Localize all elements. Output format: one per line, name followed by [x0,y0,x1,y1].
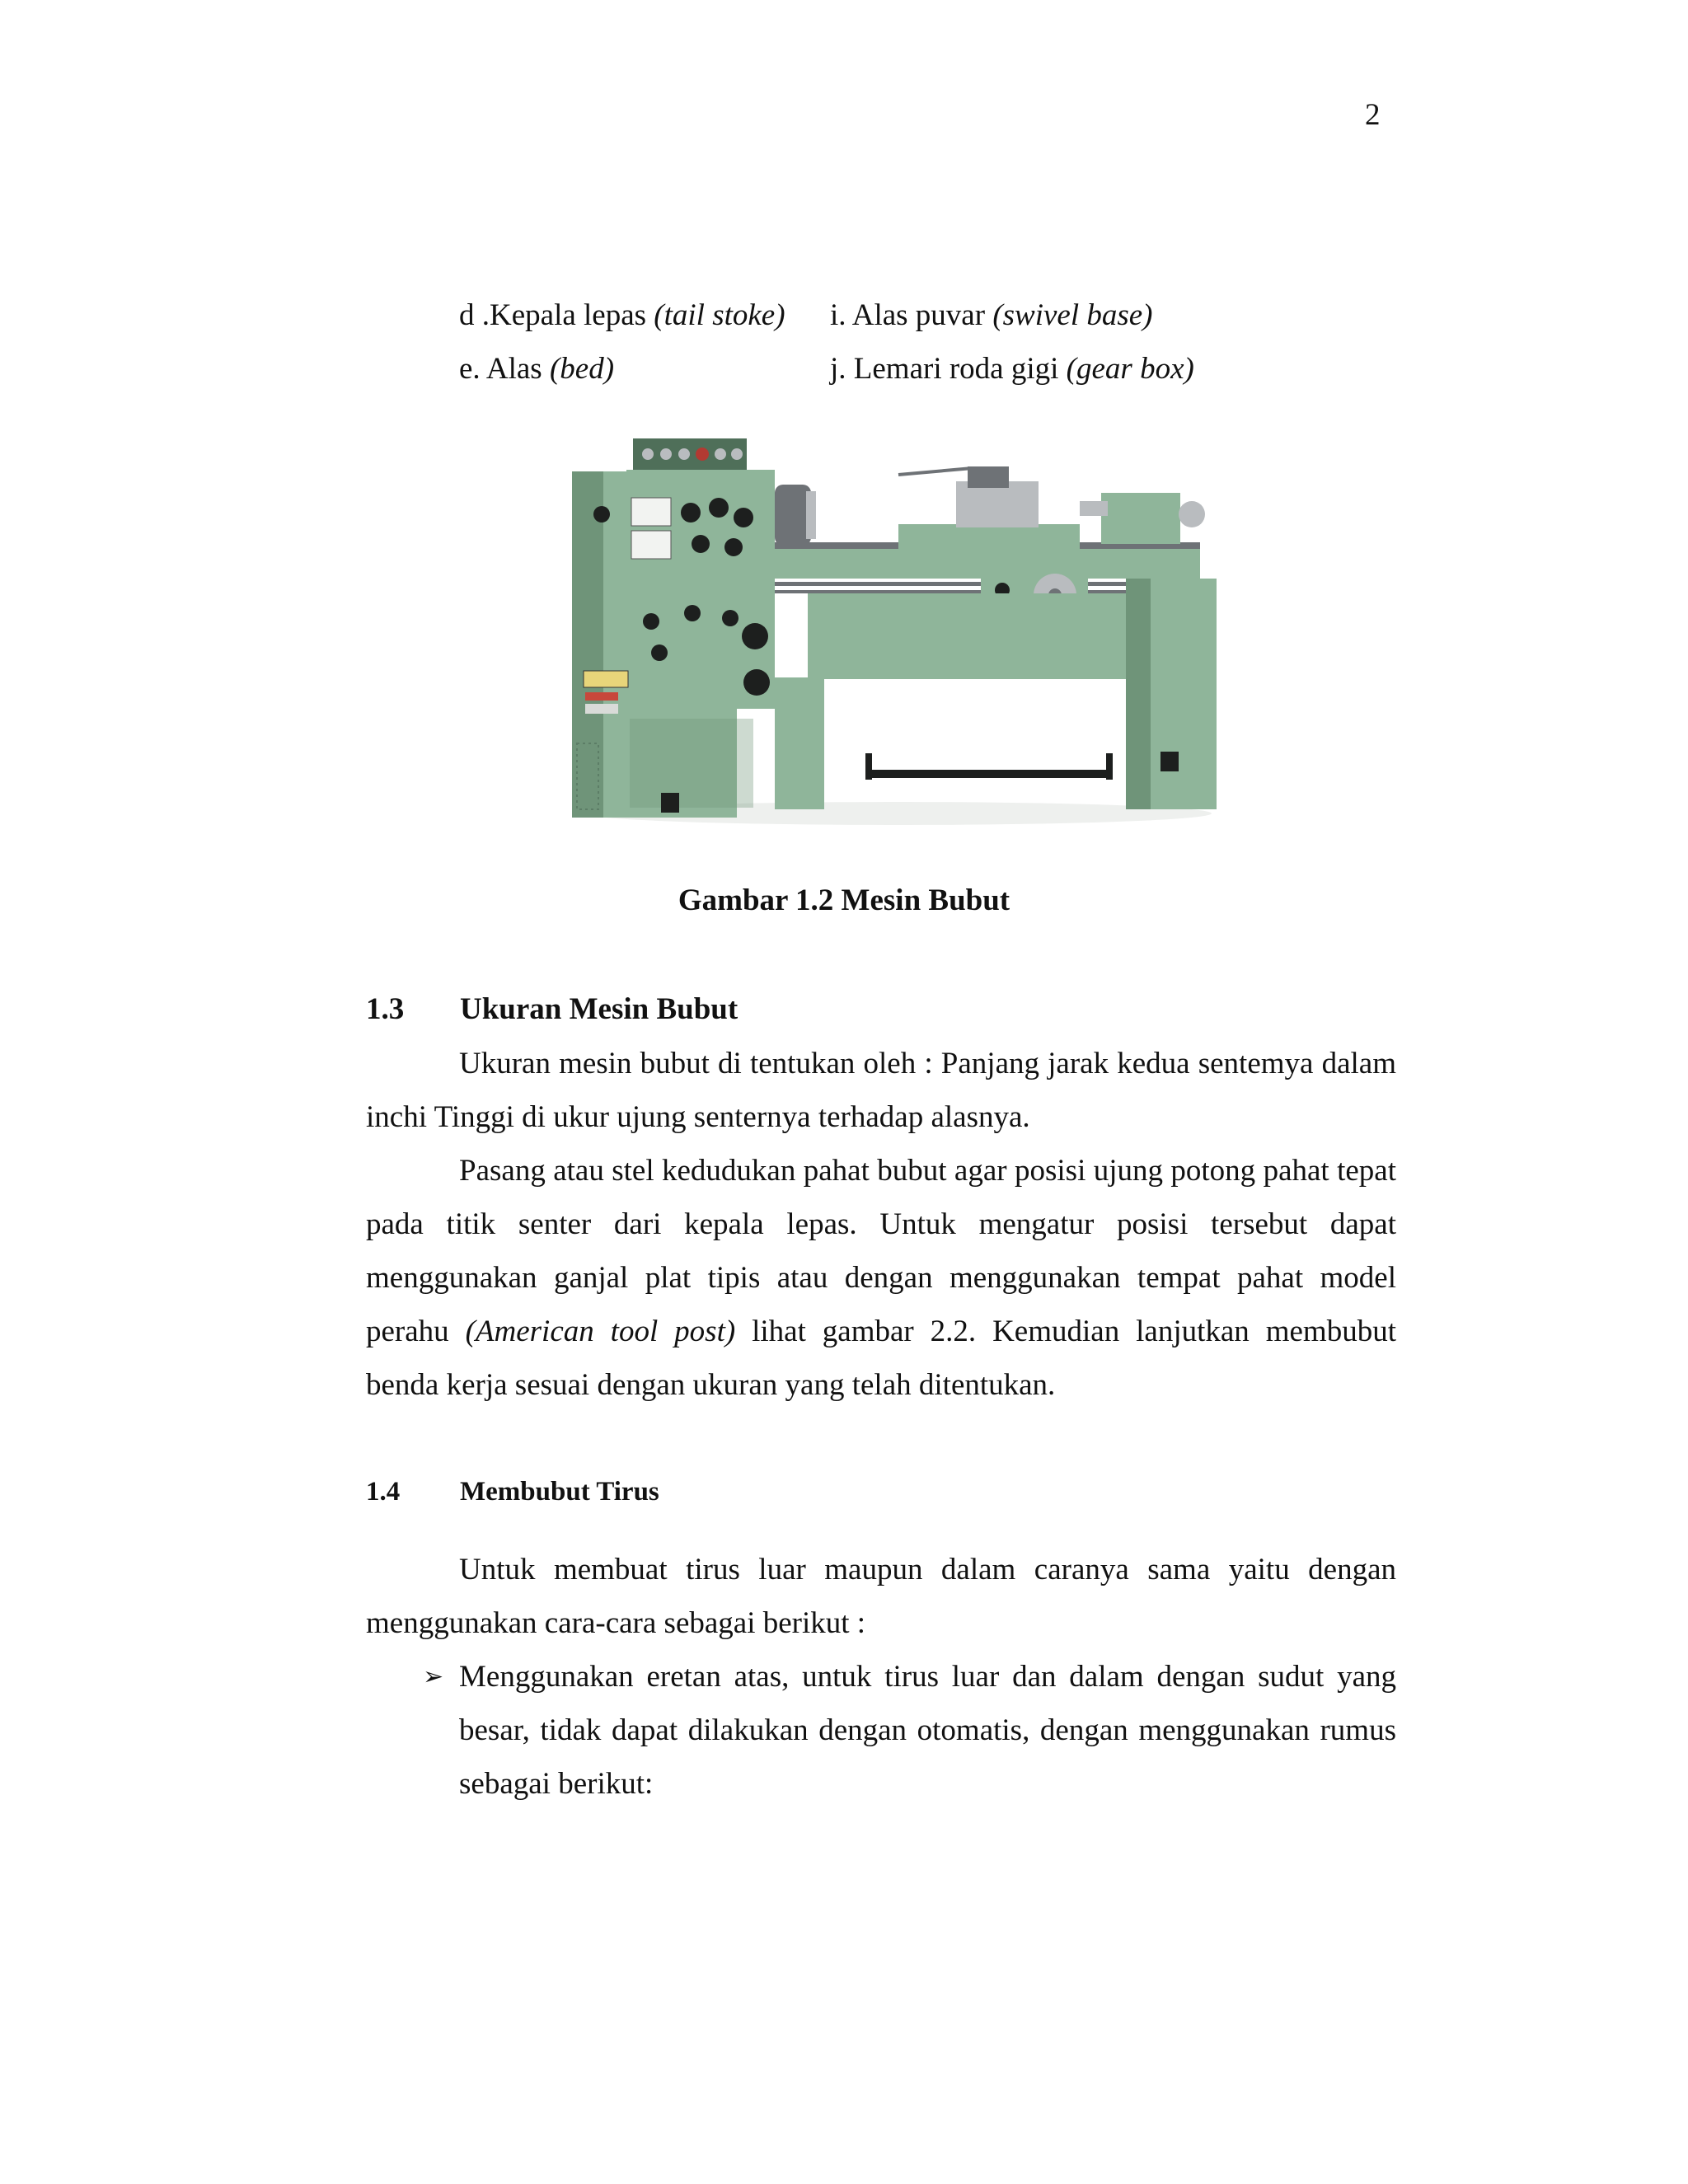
lever-knob [724,538,743,556]
arrow-bullet-icon: ➢ [423,1662,444,1691]
gearbox-knob [722,610,738,626]
speed-chart [631,531,671,559]
part-label: j. Lemari roda gigi [830,352,1067,386]
gearbox-knob [651,644,668,661]
control-button [642,448,654,460]
part-item-e [459,342,614,396]
tailstock [1101,493,1180,544]
tailstock-quill [1080,501,1108,516]
lathe-machine-figure [569,438,1218,826]
headstock-pedestal [775,677,824,809]
control-button [731,448,743,460]
spindle-chuck-face [806,491,816,539]
paragraph-text: Pasang atau stel kedudukan pahat bubut agar posisi ujung potong pahat tepat pada titik senter dari kepala lepas. Untuk mengatur posisi tersebut dapat menggunakan ganjal plat tipis atau dengan menggunakan tempat pahat model perahu [366,1154,1396,1348]
page-number: 2 [1365,98,1381,132]
control-button [715,448,726,460]
figure-caption: Gambar 1.2 Mesin Bubut [678,883,1010,917]
side-port [593,506,610,523]
paragraph-text: lihat gambar 2.2. Kemudian lanjutkan membubut benda kerja sesuai dengan ukuran yang telah ditentukan. [366,1315,1396,1402]
lever-knob [709,498,729,518]
spindle-chuck [775,485,811,546]
part-item-i [830,288,1153,342]
gearbox-dial [742,623,768,649]
part-label: i. Alas puvar [830,298,993,332]
part-label: e. Alas [459,352,550,386]
part-term: (tail stoke) [654,298,785,332]
leveling-foot [1160,752,1179,771]
lever-knob [681,503,701,523]
gearbox-knob [643,613,659,630]
bullet-text: Menggunakan eretan atas, untuk tirus luar dan dalam dengan sudut yang besar, tidak dapat dilakukan dengan otomatis, dengan menggunakan rumus sebagai berikut: [459,1660,1396,1801]
spec-plate [585,704,618,714]
part-term: (swivel base) [992,298,1153,332]
tailstock-handwheel [1179,501,1205,527]
tool-post [968,466,1009,488]
brand-nameplate [584,671,628,687]
paragraph [366,1144,1396,1412]
carriage-saddle [898,524,1080,570]
part-label: d .Kepala lepas [459,298,654,332]
paragraph: Ukuran mesin bubut di tentukan oleh : Panjang jarak kedua sentemya dalam inchi Tinggi di ukur ujung senternya terhadap alasnya. [366,1047,1396,1134]
part-item-d [459,288,785,342]
section-title: Ukuran Mesin Bubut [460,992,738,1026]
section-number: 1.3 [366,992,405,1026]
leveling-foot [661,793,679,813]
lever-knob [692,535,710,553]
lathe-machine-illustration [569,438,1218,826]
section-number: 1.4 [366,1477,401,1507]
foot-brake-link [1106,753,1113,780]
lever-knob [734,508,753,527]
foot-brake-link [865,753,872,780]
paragraph: Untuk membuat tirus luar maupun dalam caranya sama yaitu dengan menggunakan cara-cara sebagai berikut : [366,1553,1396,1640]
section-title: Membubut Tirus [460,1477,659,1507]
part-term: (gear box) [1066,352,1194,386]
tailstock-pedestal-shade [1126,579,1151,809]
part-item-j [830,342,1194,396]
control-button [678,448,690,460]
tool-post-handle [898,468,973,475]
gearbox-dial [743,669,770,696]
bullet-item [423,1650,1396,1811]
part-term: (bed) [549,352,615,386]
paragraph-italic-term: (American tool post) [465,1315,736,1348]
compound-rest [956,481,1039,527]
headstock-cabinet-door [630,719,753,808]
foot-brake-bar [865,770,1113,778]
gearbox-knob [684,605,701,621]
section-heading-1-4 [366,1467,1190,1516]
bed-body [808,593,1126,679]
control-button [660,448,672,460]
section-heading-1-3 [366,985,1190,1034]
speed-chart [631,498,671,526]
control-button-red [696,448,709,461]
brand-label [585,692,618,701]
